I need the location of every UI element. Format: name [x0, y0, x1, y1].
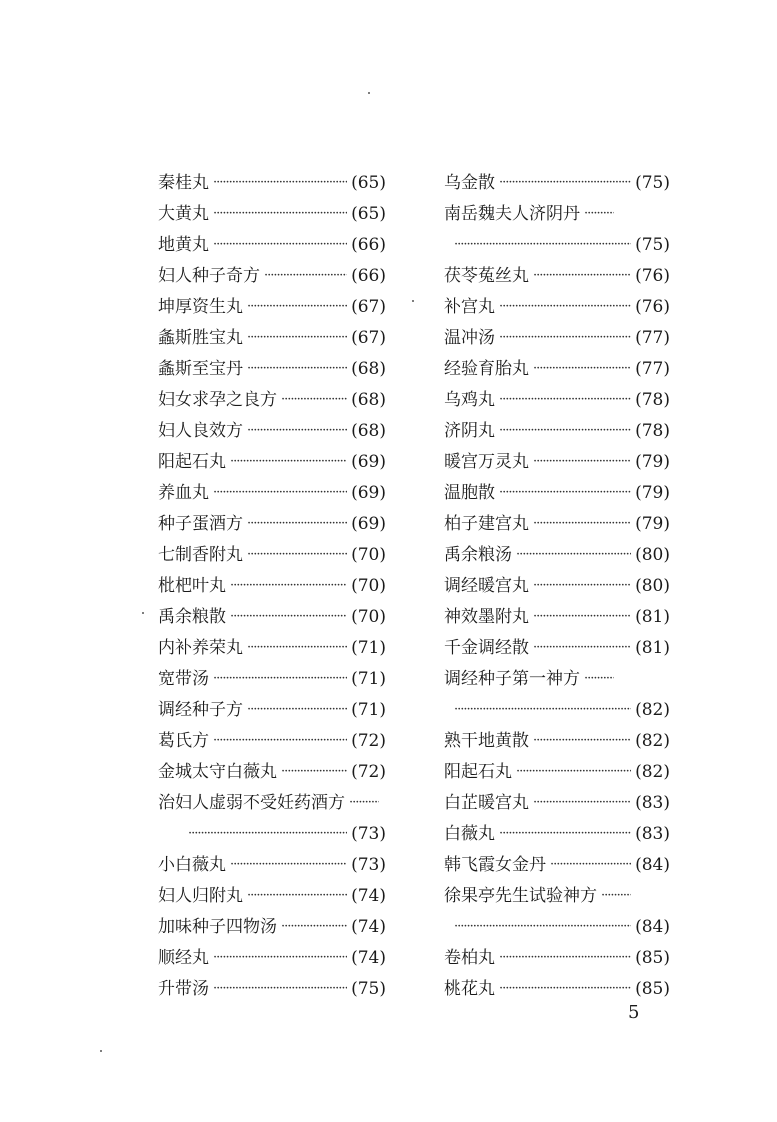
toc-leader-dots — [230, 576, 347, 596]
toc-entry — [444, 756, 670, 787]
toc-entry-page: (69) — [351, 482, 386, 503]
toc-entry-title: 温胞散 — [444, 482, 495, 503]
toc-leader-dots — [247, 297, 347, 317]
toc-entry-title: 小白薇丸 — [158, 854, 226, 875]
toc-entry — [158, 756, 386, 787]
toc-entry — [158, 477, 386, 508]
toc-leader-dots — [499, 979, 631, 999]
toc-leader-dots — [213, 204, 347, 224]
toc-entry-title: 熟干地黄散 — [444, 730, 529, 751]
toc-leader-dots — [533, 359, 631, 379]
toc-entry-page: (74) — [351, 947, 386, 968]
toc-entry — [158, 849, 386, 880]
toc-leader-dots — [516, 762, 631, 782]
toc-entry-page: (73) — [351, 854, 386, 875]
toc-leader-dots — [213, 483, 347, 503]
toc-entry-page: (72) — [351, 730, 386, 751]
toc-entry-page: (70) — [351, 606, 386, 627]
toc-entry-title: 桃花丸 — [444, 978, 495, 999]
toc-entry — [444, 508, 670, 539]
toc-entry-page: (83) — [635, 792, 670, 813]
toc-entry-page: (76) — [635, 265, 670, 286]
toc-entry-title: 宽带汤 — [158, 668, 209, 689]
toc-entry — [158, 632, 386, 663]
toc-entry — [158, 911, 386, 942]
toc-entry — [444, 260, 670, 291]
toc-leader-dots — [533, 731, 631, 751]
toc-entry — [158, 384, 386, 415]
toc-entry-page: (67) — [351, 327, 386, 348]
toc-entry — [158, 229, 386, 260]
toc-entry — [158, 260, 386, 291]
toc-entry-page: (75) — [351, 978, 386, 999]
toc-leader-dots — [550, 855, 631, 875]
toc-entry-title: 金城太守白薇丸 — [158, 761, 277, 782]
toc-entry-title: 乌鸡丸 — [444, 389, 495, 410]
toc-entry-page: (68) — [351, 420, 386, 441]
toc-entry-page: (75) — [635, 234, 670, 255]
toc-entry-title: 温冲汤 — [444, 327, 495, 348]
toc-entry — [158, 725, 386, 756]
toc-entry — [444, 322, 670, 353]
toc-entry — [444, 229, 670, 260]
toc-entry-title: 补宫丸 — [444, 296, 495, 317]
toc-entry-title: 禹余粮散 — [158, 606, 226, 627]
toc-leader-dots — [499, 297, 631, 317]
toc-entry-title: 升带汤 — [158, 978, 209, 999]
toc-entry-title: 调经暖宫丸 — [444, 575, 529, 596]
toc-entry-title: 葛氏方 — [158, 730, 209, 751]
toc-entry — [444, 725, 670, 756]
toc-entry-title: 妇女求孕之良方 — [158, 389, 277, 410]
toc-entry — [158, 198, 386, 229]
toc-leader-dots — [213, 173, 347, 193]
toc-entry-title: 调经种子方 — [158, 699, 243, 720]
toc-entry-title: 螽斯胜宝丸 — [158, 327, 243, 348]
toc-entry-page: (77) — [635, 327, 670, 348]
toc-entry — [444, 198, 670, 229]
toc-leader-dots — [454, 917, 631, 937]
toc-entry-page: (66) — [351, 234, 386, 255]
toc-entry-title: 调经种子第一神方 — [444, 668, 580, 689]
toc-entry — [158, 973, 386, 1004]
toc-entry-page: (70) — [351, 575, 386, 596]
toc-entry — [444, 353, 670, 384]
toc-entry-title: 坤厚资生丸 — [158, 296, 243, 317]
toc-entry-page: (71) — [351, 637, 386, 658]
toc-leader-dots — [499, 824, 631, 844]
toc-leader-dots — [213, 235, 347, 255]
toc-entry-page: (80) — [635, 575, 670, 596]
toc-entry-page: (72) — [351, 761, 386, 782]
toc-entry-page: (73) — [351, 823, 386, 844]
toc-leader-dots — [247, 545, 347, 565]
toc-leader-dots — [533, 452, 631, 472]
toc-entry-title: 顺经丸 — [158, 947, 209, 968]
toc-entry-page: (82) — [635, 761, 670, 782]
toc-entry — [158, 942, 386, 973]
toc-entry — [158, 167, 386, 198]
toc-entry-page: (79) — [635, 513, 670, 534]
toc-leader-dots — [499, 483, 631, 503]
toc-entry-title: 韩飞霞女金丹 — [444, 854, 546, 875]
toc-entry-title: 妇人归附丸 — [158, 885, 243, 906]
toc-entry — [444, 632, 670, 663]
toc-entry-title: 大黄丸 — [158, 203, 209, 224]
toc-leader-dots — [499, 421, 631, 441]
toc-entry-title: 暖宫万灵丸 — [444, 451, 529, 472]
toc-entry-title: 济阴丸 — [444, 420, 495, 441]
toc-left-column — [158, 167, 386, 1004]
toc-entry — [444, 601, 670, 632]
toc-entry-page: (78) — [635, 389, 670, 410]
page-number: 5 — [628, 1002, 640, 1023]
toc-leader-dots — [230, 452, 347, 472]
toc-leader-dots — [601, 886, 631, 906]
toc-entry-title: 柏子建宫丸 — [444, 513, 529, 534]
toc-leader-dots — [281, 390, 347, 410]
toc-entry — [158, 322, 386, 353]
toc-leader-dots — [281, 917, 347, 937]
toc-entry-page: (84) — [635, 854, 670, 875]
toc-entry-page: (65) — [351, 172, 386, 193]
toc-entry-page: (76) — [635, 296, 670, 317]
toc-entry — [444, 446, 670, 477]
toc-entry — [444, 477, 670, 508]
toc-entry — [158, 539, 386, 570]
scan-speck — [142, 612, 144, 614]
toc-entry — [444, 694, 670, 725]
toc-entry-page: (81) — [635, 637, 670, 658]
toc-entry-title: 秦桂丸 — [158, 172, 209, 193]
toc-entry-page: (74) — [351, 885, 386, 906]
toc-entry — [158, 508, 386, 539]
toc-leader-dots — [213, 948, 347, 968]
toc-entry — [158, 601, 386, 632]
toc-entry — [444, 818, 670, 849]
toc-entry-page: (82) — [635, 699, 670, 720]
toc-leader-dots — [247, 514, 347, 534]
toc-leader-dots — [533, 514, 631, 534]
toc-entry-title: 禹余粮汤 — [444, 544, 512, 565]
toc-entry-page: (71) — [351, 668, 386, 689]
toc-entry — [158, 353, 386, 384]
toc-entry-title: 妇人良效方 — [158, 420, 243, 441]
toc-entry — [158, 787, 386, 818]
toc-entry-page: (68) — [351, 358, 386, 379]
scan-speck — [368, 92, 370, 94]
toc-entry — [444, 415, 670, 446]
toc-leader-dots — [281, 762, 347, 782]
toc-entry — [158, 446, 386, 477]
toc-entry-page: (85) — [635, 947, 670, 968]
toc-leader-dots — [533, 266, 631, 286]
toc-entry-page: (71) — [351, 699, 386, 720]
toc-entry-page: (70) — [351, 544, 386, 565]
toc-entry — [158, 663, 386, 694]
toc-entry — [444, 911, 670, 942]
toc-right-column — [444, 167, 670, 1004]
toc-entry-page: (75) — [635, 172, 670, 193]
toc-entry-page: (65) — [351, 203, 386, 224]
toc-entry-page: (82) — [635, 730, 670, 751]
toc-entry-title: 种子蛋酒方 — [158, 513, 243, 534]
toc-leader-dots — [230, 855, 347, 875]
toc-entry-title: 治妇人虚弱不受妊药酒方 — [158, 792, 345, 813]
toc-entry-title: 枇杷叶丸 — [158, 575, 226, 596]
toc-entry — [444, 880, 670, 911]
toc-entry-page: (84) — [635, 916, 670, 937]
toc-leader-dots — [247, 886, 347, 906]
toc-entry — [158, 818, 386, 849]
toc-leader-dots — [584, 204, 614, 224]
toc-entry-title: 阳起石丸 — [444, 761, 512, 782]
toc-entry-page: (69) — [351, 451, 386, 472]
toc-entry-page: (78) — [635, 420, 670, 441]
toc-entry-title: 千金调经散 — [444, 637, 529, 658]
toc-leader-dots — [454, 235, 631, 255]
toc-entry-page: (79) — [635, 482, 670, 503]
toc-entry-page: (66) — [351, 265, 386, 286]
toc-entry — [444, 291, 670, 322]
toc-entry — [444, 942, 670, 973]
toc-leader-dots — [454, 700, 631, 720]
toc-entry — [444, 384, 670, 415]
toc-entry-title: 白薇丸 — [444, 823, 495, 844]
toc-leader-dots — [499, 948, 631, 968]
toc-leader-dots — [349, 793, 379, 813]
toc-entry — [444, 663, 670, 694]
toc-leader-dots — [499, 173, 631, 193]
scan-speck — [100, 1050, 102, 1052]
toc-leader-dots — [213, 979, 347, 999]
scan-speck — [412, 300, 414, 302]
toc-entry-page: (85) — [635, 978, 670, 999]
toc-leader-dots — [499, 390, 631, 410]
toc-leader-dots — [213, 731, 347, 751]
toc-entry-title: 加味种子四物汤 — [158, 916, 277, 937]
toc-entry-title: 妇人种子奇方 — [158, 265, 260, 286]
toc-entry-page: (83) — [635, 823, 670, 844]
toc-leader-dots — [247, 638, 347, 658]
toc-leader-dots — [247, 359, 347, 379]
toc-entry-title: 白芷暖宫丸 — [444, 792, 529, 813]
toc-leader-dots — [264, 266, 347, 286]
toc-entry-title: 阳起石丸 — [158, 451, 226, 472]
toc-leader-dots — [584, 669, 614, 689]
toc-entry-page: (79) — [635, 451, 670, 472]
toc-entry-title: 神效墨附丸 — [444, 606, 529, 627]
toc-entry-title: 乌金散 — [444, 172, 495, 193]
toc-leader-dots — [533, 576, 631, 596]
toc-entry — [444, 167, 670, 198]
toc-entry-title: 卷柏丸 — [444, 947, 495, 968]
toc-entry-title: 南岳魏夫人济阴丹 — [444, 203, 580, 224]
toc-leader-dots — [188, 824, 347, 844]
toc-entry — [158, 570, 386, 601]
toc-entry — [444, 849, 670, 880]
toc-leader-dots — [533, 638, 631, 658]
toc-entry — [158, 415, 386, 446]
toc-entry — [158, 694, 386, 725]
toc-entry — [444, 539, 670, 570]
toc-entry-page: (77) — [635, 358, 670, 379]
toc-leader-dots — [247, 421, 347, 441]
toc-entry-title: 地黄丸 — [158, 234, 209, 255]
toc-leader-dots — [247, 700, 347, 720]
toc-leader-dots — [247, 328, 347, 348]
toc-entry — [158, 291, 386, 322]
toc-leader-dots — [516, 545, 631, 565]
toc-entry-title: 徐果亭先生试验神方 — [444, 885, 597, 906]
toc-entry-title: 七制香附丸 — [158, 544, 243, 565]
toc-leader-dots — [230, 607, 347, 627]
toc-leader-dots — [533, 607, 631, 627]
toc-entry — [444, 570, 670, 601]
toc-leader-dots — [213, 669, 347, 689]
toc-entry-title: 经验育胎丸 — [444, 358, 529, 379]
toc-entry-page: (67) — [351, 296, 386, 317]
toc-entry — [444, 787, 670, 818]
toc-entry-page: (80) — [635, 544, 670, 565]
toc-entry — [158, 880, 386, 911]
toc-entry-page: (81) — [635, 606, 670, 627]
toc-leader-dots — [533, 793, 631, 813]
toc-entry-title: 内补养荣丸 — [158, 637, 243, 658]
toc-entry-page: (74) — [351, 916, 386, 937]
toc-entry-page: (69) — [351, 513, 386, 534]
toc-entry-page: (68) — [351, 389, 386, 410]
toc-leader-dots — [499, 328, 631, 348]
toc-entry — [444, 973, 670, 1004]
toc-entry-title: 茯苓菟丝丸 — [444, 265, 529, 286]
toc-entry-title: 螽斯至宝丹 — [158, 358, 243, 379]
toc-entry-title: 养血丸 — [158, 482, 209, 503]
